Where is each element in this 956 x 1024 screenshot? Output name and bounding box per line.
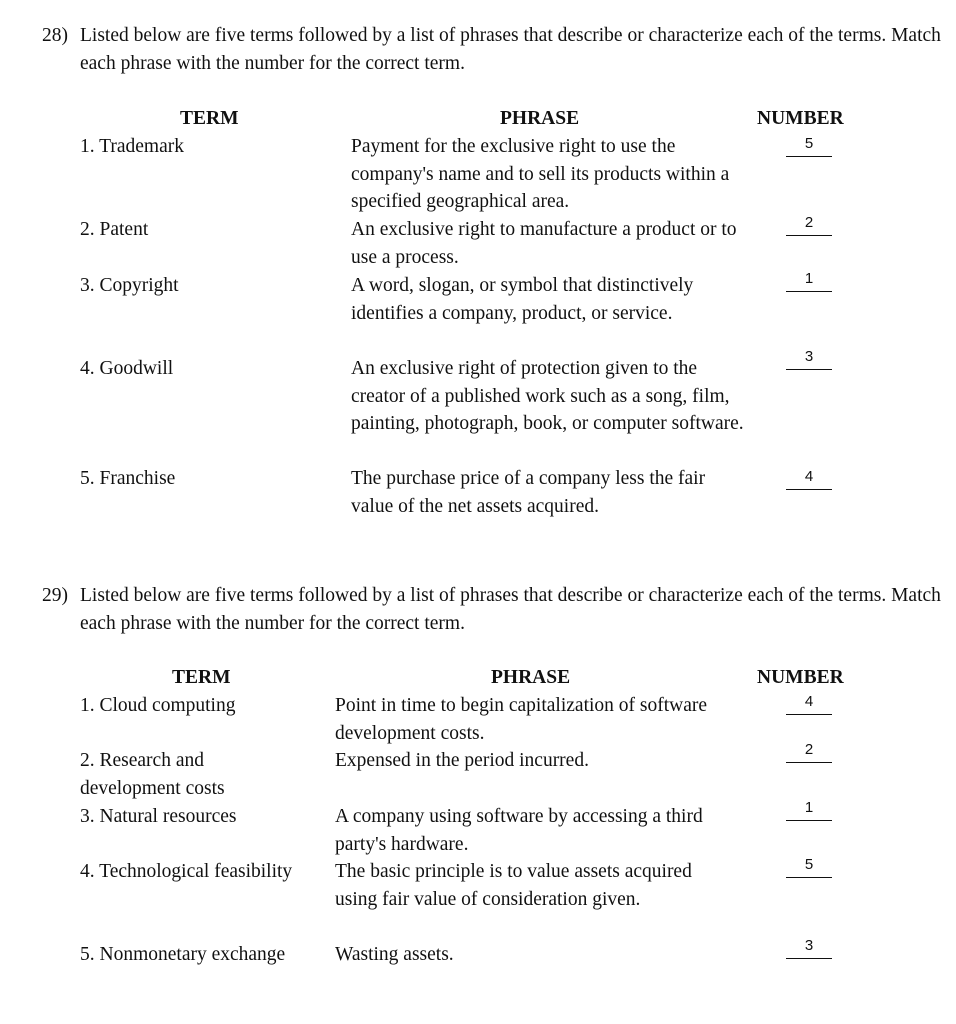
q29-phrase-5: Wasting assets. (335, 944, 454, 965)
q28-phrase-header: PHRASE (500, 108, 580, 129)
q28-phrase-5: The purchase price of a company less the fair value of the net assets acquired. (351, 468, 706, 517)
q29-phrase-header: PHRASE (491, 667, 571, 688)
q28-phrase-3: A word, slogan, or symbol that distinctively identifies a company, product, or service. (351, 275, 694, 324)
q29-prompt-text: Listed below are five terms followed by a list of phrases that describe or characterize each of the terms. Match each phrase with the number for the correct term. (80, 585, 941, 634)
q28-phrase-2: An exclusive right to manufacture a product or to use a process. (351, 219, 737, 268)
q28-phrase-4: An exclusive right of protection given to the creator of a published work such as a song, film, painting, photograph, book, or computer software. (351, 358, 744, 435)
q28-answer-5[interactable]: 4 (786, 468, 832, 490)
q29-number: 29) (42, 585, 68, 606)
q28-phrase-1: Payment for the exclusive right to use the company's name and to sell its products within a specified geographical area. (351, 136, 730, 213)
q28-answer-4[interactable]: 3 (786, 348, 832, 370)
q29-phrase-1: Point in time to begin capitalization of software development costs. (335, 695, 708, 744)
q29-number-header: NUMBER (757, 667, 844, 688)
q28-term-3: 3. Copyright (80, 275, 179, 296)
q29-term-4: 4. Technological feasibility (80, 861, 293, 882)
q28-prompt-text: Listed below are five terms followed by a list of phrases that describe or characterize each of the terms. Match each phrase with the number for the correct term. (80, 25, 941, 74)
q28-number: 28) (42, 25, 68, 46)
q29-phrase-2: Expensed in the period incurred. (335, 750, 589, 771)
q28-term-header: TERM (180, 108, 239, 129)
q28-answer-2[interactable]: 2 (786, 214, 832, 236)
q28-prompt (42, 22, 942, 78)
q29-answer-1[interactable]: 4 (786, 693, 832, 715)
q28-term-1: 1. Trademark (80, 136, 184, 157)
q28-answer-1[interactable]: 5 (786, 135, 832, 157)
q29-answer-3[interactable]: 1 (786, 799, 832, 821)
q29-phrase-3: A company using software by accessing a third party's hardware. (335, 806, 703, 855)
q29-answer-5[interactable]: 3 (786, 937, 832, 959)
q28-answer-3[interactable]: 1 (786, 270, 832, 292)
q29-term-2: 2. Research and development costs (80, 750, 225, 799)
q29-prompt (42, 582, 942, 638)
q29-term-header: TERM (172, 667, 231, 688)
q28-term-4: 4. Goodwill (80, 358, 174, 379)
q29-phrase-4: The basic principle is to value assets acquired using fair value of consideration given. (335, 861, 692, 910)
q29-term-3: 3. Natural resources (80, 806, 237, 827)
q29-answer-4[interactable]: 5 (786, 856, 832, 878)
q28-term-5: 5. Franchise (80, 468, 176, 489)
q29-answer-2[interactable]: 2 (786, 741, 832, 763)
q28-term-2: 2. Patent (80, 219, 149, 240)
q29-term-1: 1. Cloud computing (80, 695, 236, 716)
q28-number-header: NUMBER (757, 108, 844, 129)
q29-term-5: 5. Nonmonetary exchange (80, 944, 286, 965)
